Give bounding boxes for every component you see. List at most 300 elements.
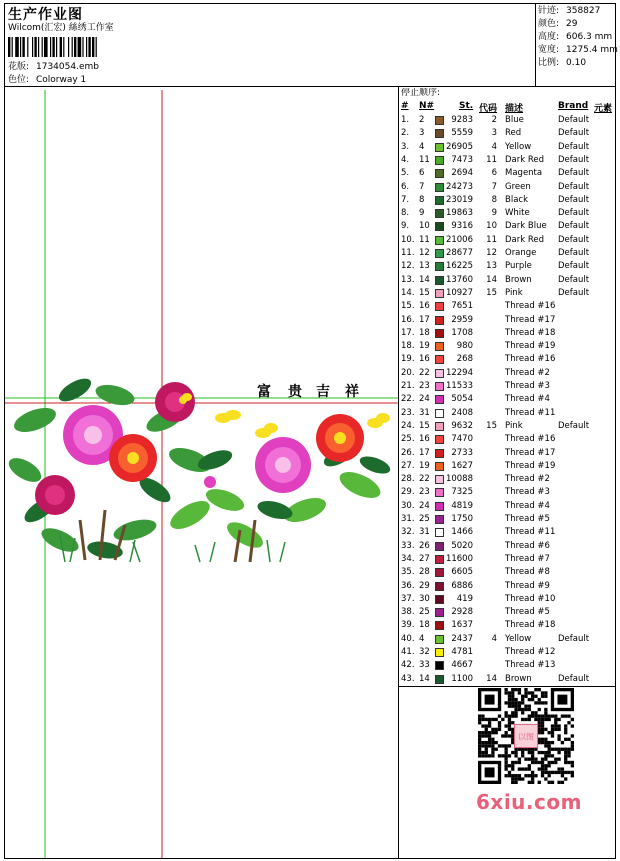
row-needle: 8: [419, 194, 425, 205]
row-index: 20.: [401, 367, 415, 378]
row-description: Thread #8: [505, 567, 550, 578]
row-description: Black: [505, 194, 528, 205]
color-swatch: [435, 249, 444, 258]
row-stitches: 1708: [451, 327, 473, 338]
list-item: [399, 181, 616, 194]
list-item: [399, 127, 616, 140]
list-item: [399, 566, 616, 579]
row-description: Brown: [505, 274, 532, 285]
row-code: 4: [491, 633, 497, 644]
list-item: [399, 460, 616, 473]
color-swatch: [435, 369, 444, 378]
row-index: 22.: [401, 394, 415, 405]
row-index: 31.: [401, 514, 415, 524]
row-description: Yellow: [505, 141, 532, 152]
row-index: 24.: [401, 420, 415, 431]
row-index: 8.: [401, 208, 410, 219]
row-stitches: 10927: [445, 287, 473, 298]
row-code: 9: [491, 208, 497, 219]
color-swatch: [435, 196, 444, 205]
list-item: [399, 220, 616, 233]
row-description: Dark Red: [505, 154, 545, 165]
row-needle: 25: [419, 607, 430, 618]
color-swatch: [435, 222, 444, 231]
caption-characters: [257, 383, 359, 400]
list-bottom-divider: [398, 686, 616, 687]
row-brand: Default: [558, 154, 590, 165]
row-stitches: 1627: [451, 460, 473, 471]
row-stitches: 1750: [451, 514, 473, 524]
row-description: White: [505, 208, 530, 219]
row-brand: Default: [558, 261, 590, 272]
list-item: [399, 447, 616, 460]
list-item: [399, 580, 616, 593]
row-index: 30.: [401, 500, 415, 511]
row-description: Magenta: [505, 168, 543, 179]
row-stitches: 11533: [445, 381, 473, 391]
list-item: [399, 513, 616, 526]
row-description: Thread #9: [505, 580, 550, 591]
colorway-label: 色位:: [8, 75, 30, 85]
row-description: Thread #19: [505, 341, 556, 352]
color-swatch: [435, 209, 444, 218]
color-swatch: [435, 542, 444, 551]
row-needle: 16: [419, 301, 430, 312]
row-needle: 22: [419, 474, 430, 485]
row-stitches: 7325: [451, 487, 473, 498]
row-description: Thread #19: [505, 460, 556, 471]
row-stitches: 16225: [445, 261, 473, 272]
list-item: [399, 420, 616, 433]
row-description: Yellow: [505, 633, 532, 644]
list-item: [399, 260, 616, 273]
list-item: [399, 367, 616, 380]
qr-stamp-text: 以图: [518, 732, 534, 742]
row-stitches: 2408: [451, 407, 473, 418]
watermark-site: 6xiu.com: [476, 790, 582, 814]
color-swatch: [435, 409, 444, 418]
row-stitches: 13760: [445, 274, 473, 285]
row-stitches: 6886: [451, 580, 473, 591]
row-needle: 33: [419, 660, 430, 671]
color-swatch: [435, 635, 444, 644]
row-description: Thread #4: [505, 500, 550, 511]
row-brand: Default: [558, 115, 590, 125]
peony-right-bush: [166, 414, 392, 562]
list-item: [399, 393, 616, 406]
row-stitches: 2928: [451, 607, 473, 618]
col-header-description: 描述: [505, 104, 524, 114]
row-needle: 32: [419, 647, 430, 657]
row-brand: Default: [558, 221, 590, 232]
row-needle: 19: [419, 341, 430, 352]
row-index: 18.: [401, 341, 415, 352]
row-needle: 23: [419, 487, 430, 498]
row-needle: 24: [419, 394, 430, 405]
color-swatch: [435, 183, 444, 192]
col-header-brand: Brand: [558, 101, 589, 111]
row-index: 7.: [401, 194, 410, 205]
row-code: 11: [486, 154, 497, 165]
row-stitches: 980: [456, 341, 473, 352]
row-description: Orange: [505, 248, 537, 258]
row-description: Thread #2: [505, 474, 550, 485]
color-swatch: [435, 143, 444, 152]
color-swatch: [435, 316, 444, 325]
stat-width-label: 宽度:: [538, 45, 560, 55]
row-description: Thread #3: [505, 487, 550, 498]
color-swatch: [435, 648, 444, 657]
row-brand: Default: [558, 673, 590, 684]
row-stitches: 9283: [451, 115, 473, 125]
list-item: [399, 340, 616, 353]
stat-width-value: 1275.4 mm: [566, 45, 618, 55]
row-needle: 27: [419, 553, 430, 564]
color-swatch: [435, 488, 444, 497]
stop-sequence-list: [399, 88, 616, 686]
color-swatch: [435, 395, 444, 404]
row-code: 13: [486, 261, 497, 272]
page-title: 生产作业图: [8, 7, 83, 23]
list-item: [399, 486, 616, 499]
row-stitches: 7470: [451, 434, 473, 445]
row-index: 43.: [401, 673, 415, 684]
row-index: 28.: [401, 474, 415, 485]
row-code: 7: [491, 181, 497, 192]
row-code: 4: [491, 141, 497, 152]
color-swatch: [435, 515, 444, 524]
stats-divider: [535, 3, 536, 87]
list-item: [399, 234, 616, 247]
row-needle: 12: [419, 248, 430, 258]
list-item: [399, 274, 616, 287]
row-needle: 9: [419, 208, 425, 219]
row-description: Thread #5: [505, 607, 550, 618]
color-swatch: [435, 116, 444, 125]
row-code: 12: [486, 248, 497, 258]
row-needle: 26: [419, 540, 430, 551]
row-index: 35.: [401, 567, 415, 578]
list-item: [399, 141, 616, 154]
row-stitches: 6605: [451, 567, 473, 578]
stat-colors-value: 29: [566, 19, 578, 29]
list-item: [399, 167, 616, 180]
row-index: 14.: [401, 287, 415, 298]
row-needle: 14: [419, 673, 430, 684]
row-stitches: 1637: [451, 620, 473, 631]
row-index: 19.: [401, 354, 415, 365]
col-header-needle: N#: [419, 101, 435, 111]
row-index: 16.: [401, 314, 415, 325]
row-code: 15: [486, 420, 497, 431]
row-stitches: 19863: [445, 208, 473, 219]
row-index: 11.: [401, 248, 415, 258]
row-stitches: 11600: [445, 553, 473, 564]
row-description: Thread #18: [505, 620, 556, 631]
row-stitches: 268: [456, 354, 473, 365]
row-description: Thread #13: [505, 660, 556, 671]
row-stitches: 12294: [445, 367, 473, 378]
list-item: [399, 114, 616, 127]
color-swatch: [435, 475, 444, 484]
row-needle: 22: [419, 367, 430, 378]
list-item: [399, 433, 616, 446]
color-swatch: [435, 355, 444, 364]
row-description: Thread #16: [505, 434, 556, 445]
row-stitches: 24273: [445, 181, 473, 192]
color-swatch: [435, 276, 444, 285]
stat-height-value: 606.3 mm: [566, 32, 613, 42]
row-index: 41.: [401, 647, 415, 657]
stat-height-label: 高度:: [538, 32, 560, 42]
row-needle: 31: [419, 407, 430, 418]
row-index: 10.: [401, 234, 415, 245]
color-swatch: [435, 661, 444, 670]
list-item: [399, 327, 616, 340]
row-code: 8: [491, 194, 497, 205]
row-needle: 4: [419, 633, 425, 644]
row-description: Purple: [505, 261, 532, 272]
row-needle: 2: [419, 115, 425, 125]
row-stitches: 9632: [451, 420, 473, 431]
row-description: Dark Red: [505, 234, 545, 245]
row-index: 39.: [401, 620, 415, 631]
row-needle: 19: [419, 460, 430, 471]
row-index: 27.: [401, 460, 415, 471]
row-stitches: 5054: [451, 394, 473, 405]
color-swatch: [435, 342, 444, 351]
list-item: [399, 553, 616, 566]
row-brand: Default: [558, 420, 590, 431]
col-header-stitches: St.: [459, 101, 474, 111]
row-stitches: 7651: [451, 301, 473, 312]
row-index: 37.: [401, 593, 415, 604]
row-needle: 31: [419, 527, 430, 538]
row-index: 1.: [401, 115, 410, 125]
list-item: [399, 287, 616, 300]
row-brand: Default: [558, 287, 590, 298]
row-stitches: 7473: [451, 154, 473, 165]
row-needle: 11: [419, 154, 430, 165]
color-swatch: [435, 555, 444, 564]
list-item: [399, 380, 616, 393]
row-description: Thread #17: [505, 447, 556, 458]
row-brand: Default: [558, 194, 590, 205]
row-description: Thread #18: [505, 327, 556, 338]
list-item: [399, 633, 616, 646]
row-stitches: 21006: [445, 234, 473, 245]
row-stitches: 4819: [451, 500, 473, 511]
row-needle: 7: [419, 181, 425, 192]
caption-char-2: 贵: [288, 384, 302, 400]
row-stitches: 1100: [451, 673, 473, 684]
row-brand: Default: [558, 208, 590, 219]
row-stitches: 4781: [451, 647, 473, 657]
row-needle: 10: [419, 221, 430, 232]
list-item: [399, 154, 616, 167]
color-swatch: [435, 156, 444, 165]
row-index: 38.: [401, 607, 415, 618]
color-swatch: [435, 262, 444, 271]
col-header-index: #: [401, 101, 409, 111]
list-item: [399, 606, 616, 619]
stat-scale-label: 比例:: [538, 58, 560, 68]
row-brand: Default: [558, 234, 590, 245]
caption-char-4: 祥: [345, 384, 359, 400]
stop-sequence-title: 停止顺序:: [401, 88, 441, 98]
color-swatch: [435, 302, 444, 311]
row-stitches: 419: [456, 593, 473, 604]
row-brand: Default: [558, 128, 590, 139]
color-swatch: [435, 236, 444, 245]
row-description: Thread #17: [505, 314, 556, 325]
row-index: 17.: [401, 327, 415, 338]
row-code: 3: [491, 128, 497, 139]
row-code: 6: [491, 168, 497, 179]
list-item: [399, 619, 616, 632]
list-item: [399, 407, 616, 420]
row-stitches: 2694: [451, 168, 473, 179]
row-code: 2: [491, 115, 497, 125]
row-description: Thread #10: [505, 593, 556, 604]
row-description: Pink: [505, 420, 523, 431]
row-needle: 17: [419, 447, 430, 458]
row-stitches: 10088: [445, 474, 473, 485]
color-swatch: [435, 568, 444, 577]
row-description: Thread #6: [505, 540, 550, 551]
row-index: 13.: [401, 274, 415, 285]
row-needle: 17: [419, 314, 430, 325]
row-stitches: 2437: [451, 633, 473, 644]
list-item: [399, 353, 616, 366]
row-description: Thread #4: [505, 394, 550, 405]
row-brand: Default: [558, 274, 590, 285]
row-needle: 18: [419, 620, 430, 631]
row-description: Thread #3: [505, 381, 550, 391]
row-index: 21.: [401, 381, 415, 391]
color-swatch: [435, 169, 444, 178]
list-item: [399, 207, 616, 220]
list-item: [399, 500, 616, 513]
list-item: [399, 673, 616, 686]
list-item: [399, 314, 616, 327]
row-description: Brown: [505, 673, 532, 684]
list-item: [399, 526, 616, 539]
row-description: Green: [505, 181, 531, 192]
row-needle: 29: [419, 580, 430, 591]
qr-code: [478, 688, 574, 784]
row-index: 12.: [401, 261, 415, 272]
row-needle: 30: [419, 593, 430, 604]
color-swatch: [435, 608, 444, 617]
stat-stitches-value: 358827: [566, 6, 601, 16]
row-index: 26.: [401, 447, 415, 458]
row-index: 36.: [401, 580, 415, 591]
color-swatch: [435, 462, 444, 471]
row-code: 10: [486, 221, 497, 232]
row-needle: 13: [419, 261, 430, 272]
file-value: 1734054.emb: [36, 62, 99, 72]
color-swatch: [435, 528, 444, 537]
row-needle: 15: [419, 287, 430, 298]
stat-stitches-label: 针迹:: [538, 6, 560, 16]
color-swatch: [435, 675, 444, 684]
list-item: [399, 473, 616, 486]
row-index: 42.: [401, 660, 415, 671]
row-brand: Default: [558, 168, 590, 179]
color-swatch: [435, 449, 444, 458]
row-brand: Default: [558, 141, 590, 152]
company-name: Wilcom(汇宏) 絲绣工作室: [8, 23, 114, 33]
row-needle: 15: [419, 420, 430, 431]
embroidery-design-preview: [5, 90, 398, 858]
row-needle: 14: [419, 274, 430, 285]
row-needle: 24: [419, 500, 430, 511]
row-index: 15.: [401, 301, 415, 312]
row-stitches: 5559: [451, 128, 473, 139]
row-brand: Default: [558, 248, 590, 258]
row-description: Pink: [505, 287, 523, 298]
row-code: 14: [486, 274, 497, 285]
row-description: Thread #12: [505, 647, 556, 657]
colorway-value: Colorway 1: [36, 75, 87, 85]
list-item: [399, 300, 616, 313]
color-swatch: [435, 595, 444, 604]
row-index: 40.: [401, 633, 415, 644]
list-item: [399, 247, 616, 260]
row-code: 14: [486, 673, 497, 684]
row-description: Thread #2: [505, 367, 550, 378]
row-needle: 23: [419, 381, 430, 391]
barcode: [8, 37, 140, 57]
row-index: 3.: [401, 141, 410, 152]
col-header-element: 元素: [594, 104, 613, 114]
row-needle: 25: [419, 514, 430, 524]
row-index: 25.: [401, 434, 415, 445]
header-divider: [4, 86, 616, 87]
row-needle: 3: [419, 128, 425, 139]
row-index: 4.: [401, 154, 410, 165]
row-stitches: 4667: [451, 660, 473, 671]
row-description: Thread #5: [505, 514, 550, 524]
row-stitches: 9316: [451, 221, 473, 232]
row-brand: Default: [558, 181, 590, 192]
row-index: 29.: [401, 487, 415, 498]
color-swatch: [435, 129, 444, 138]
row-needle: 6: [419, 168, 425, 179]
row-needle: 16: [419, 354, 430, 365]
color-swatch: [435, 329, 444, 338]
row-needle: 4: [419, 141, 425, 152]
row-code: 15: [486, 287, 497, 298]
color-swatch: [435, 502, 444, 511]
row-index: 5.: [401, 168, 410, 179]
row-index: 34.: [401, 553, 415, 564]
list-item: [399, 593, 616, 606]
row-description: Thread #11: [505, 527, 556, 538]
list-item: [399, 540, 616, 553]
color-swatch: [435, 382, 444, 391]
row-stitches: 5020: [451, 540, 473, 551]
row-description: Dark Blue: [505, 221, 547, 232]
row-index: 32.: [401, 527, 415, 538]
list-item: [399, 194, 616, 207]
row-description: Thread #16: [505, 354, 556, 365]
row-description: Thread #16: [505, 301, 556, 312]
stat-colors-label: 颜色:: [538, 19, 560, 29]
row-description: Thread #7: [505, 553, 550, 564]
row-stitches: 28677: [445, 248, 473, 258]
